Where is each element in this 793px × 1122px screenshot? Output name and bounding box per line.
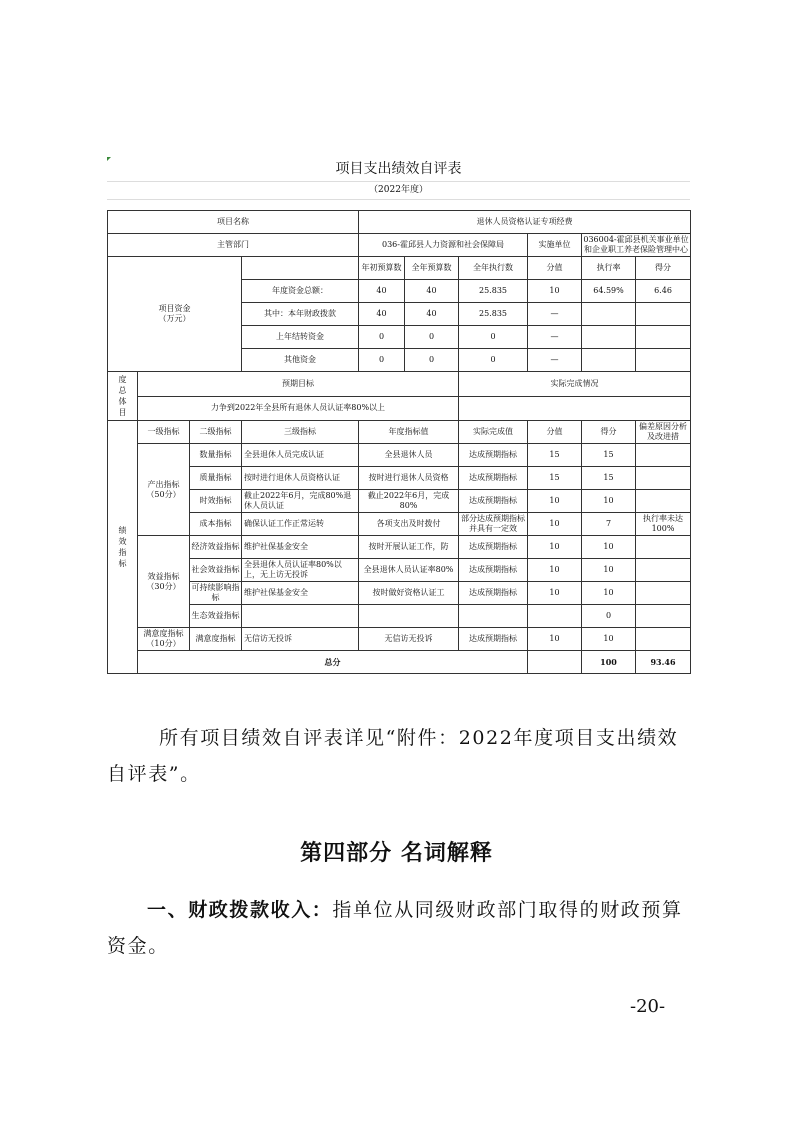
- table-year: （2022年度）: [107, 182, 690, 200]
- score: 15: [528, 444, 582, 467]
- dept-value: 036-霍邱县人力资源和社会保障局: [359, 234, 528, 257]
- score: 10: [528, 582, 582, 605]
- score: 10: [528, 559, 582, 582]
- perf-header: 偏差原因分析及改进措: [636, 421, 691, 444]
- fund-cell: 40: [359, 303, 405, 326]
- goal-header-expected: 预期目标: [138, 372, 459, 397]
- got: 10: [582, 536, 636, 559]
- lvl3: 截止2022年6月，完成80%退休人员认证: [242, 490, 359, 513]
- goal-actual: [459, 396, 691, 421]
- fund-cell: —: [528, 326, 582, 349]
- lvl2: 数量指标: [190, 444, 242, 467]
- fund-cell: 25.835: [459, 303, 528, 326]
- fund-header: 得分: [636, 257, 691, 280]
- perf-label: 绩效指标: [108, 421, 138, 674]
- fund-label: 项目资金（万元）: [108, 257, 242, 372]
- lvl3: 按时进行退休人员资格认证: [242, 467, 359, 490]
- score: 15: [528, 467, 582, 490]
- definition-paragraph: [107, 892, 693, 964]
- fund-header-blank: [242, 257, 359, 280]
- fund-cell: [636, 326, 691, 349]
- lvl2: 可持续影响指标: [190, 582, 242, 605]
- target: [359, 605, 459, 628]
- section-title: 第四部分 名词解释: [300, 840, 493, 866]
- total-got: 93.46: [636, 651, 691, 674]
- total-blank: [528, 651, 582, 674]
- lvl2: 生态效益指标: [190, 605, 242, 628]
- score: 10: [528, 536, 582, 559]
- fund-cell: 40: [405, 303, 459, 326]
- fund-row-label: 年度资金总额：: [242, 280, 359, 303]
- definition-term: 一、财政拨款收入：: [147, 899, 333, 921]
- goal-text: 力争到2022年全县所有退休人员认证率80%以上: [138, 396, 459, 421]
- project-name: 退休人员资格认证专项经费: [359, 211, 691, 234]
- fund-header: 年初预算数: [359, 257, 405, 280]
- lvl3: [242, 605, 359, 628]
- actual: 达成预期指标: [459, 582, 528, 605]
- project-name-label: 项目名称: [108, 211, 359, 234]
- got: 15: [582, 444, 636, 467]
- perf-header: 一级指标: [138, 421, 190, 444]
- note: [636, 536, 691, 559]
- actual: 达成预期指标: [459, 559, 528, 582]
- perf-header: 年度指标值: [359, 421, 459, 444]
- note: [636, 628, 691, 651]
- lvl3: 维护社保基金安全: [242, 582, 359, 605]
- target: 全县退休人员认证率80%: [359, 559, 459, 582]
- actual: 达成预期指标: [459, 444, 528, 467]
- fund-cell: [582, 303, 636, 326]
- target: 全县退休人员: [359, 444, 459, 467]
- cell-marker-icon: [107, 157, 111, 161]
- got: 15: [582, 467, 636, 490]
- perf-header: 三级指标: [242, 421, 359, 444]
- lvl1-output: 产出指标（50分）: [138, 444, 190, 536]
- fund-row-label: 上年结转资金: [242, 326, 359, 349]
- got: 0: [582, 605, 636, 628]
- page-number: -20-: [630, 996, 666, 1017]
- fund-header: 全年预算数: [405, 257, 459, 280]
- note: 执行率未达100%: [636, 513, 691, 536]
- perf-header: 二级指标: [190, 421, 242, 444]
- perf-header: 分值: [528, 421, 582, 444]
- total-label: 总分: [138, 651, 528, 674]
- lvl2: 满意度指标: [190, 628, 242, 651]
- note: [636, 490, 691, 513]
- note: [636, 559, 691, 582]
- target: 按时开展认证工作，防: [359, 536, 459, 559]
- note: [636, 467, 691, 490]
- target: 按时做好资格认证工: [359, 582, 459, 605]
- perf-header: 实际完成值: [459, 421, 528, 444]
- lvl3: 全县退休人员完成认证: [242, 444, 359, 467]
- lvl2: 质量指标: [190, 467, 242, 490]
- fund-row-label: 其中：本年财政拨款: [242, 303, 359, 326]
- fund-cell: [636, 349, 691, 372]
- actual: [459, 605, 528, 628]
- target: 无信访无投诉: [359, 628, 459, 651]
- target: 各项支出及时拨付: [359, 513, 459, 536]
- definition-text: 指单位从同级财政部门取得的财政预算资金。: [107, 899, 683, 957]
- fund-cell: 6.46: [636, 280, 691, 303]
- paragraph-appendix: 所有项目绩效自评表详见“附件：2022年度项目支出绩效自评表”。: [107, 727, 679, 785]
- fund-header: 执行率: [582, 257, 636, 280]
- got: 10: [582, 628, 636, 651]
- lvl1-satisfaction: 满意度指标（10分）: [138, 628, 190, 651]
- dept-label: 主管部门: [108, 234, 359, 257]
- actual: 达成预期指标: [459, 490, 528, 513]
- goal-label: 度总体目: [108, 372, 138, 421]
- target: 按时进行退休人员资格: [359, 467, 459, 490]
- note: [636, 605, 691, 628]
- actual: 达成预期指标: [459, 467, 528, 490]
- fund-cell: —: [528, 349, 582, 372]
- actual: 达成预期指标: [459, 628, 528, 651]
- score: 10: [528, 490, 582, 513]
- lvl2: 成本指标: [190, 513, 242, 536]
- score: 10: [528, 513, 582, 536]
- impl-label: 实施单位: [528, 234, 582, 257]
- lvl2: 经济效益指标: [190, 536, 242, 559]
- fund-cell: 40: [359, 280, 405, 303]
- fund-cell: 0: [359, 349, 405, 372]
- performance-table: [107, 210, 691, 674]
- fund-cell: 0: [405, 349, 459, 372]
- got: 10: [582, 582, 636, 605]
- performance-table-sheet: [107, 157, 690, 674]
- target: 截止2022年6月，完成80%: [359, 490, 459, 513]
- fund-row-label: 其他资金: [242, 349, 359, 372]
- got: 10: [582, 559, 636, 582]
- fund-header: 分值: [528, 257, 582, 280]
- got: 7: [582, 513, 636, 536]
- fund-cell: 0: [459, 349, 528, 372]
- perf-header: 得分: [582, 421, 636, 444]
- lvl1-benefit: 效益指标（30分）: [138, 536, 190, 628]
- fund-cell: 10: [528, 280, 582, 303]
- fund-cell: [582, 349, 636, 372]
- fund-cell: 25.835: [459, 280, 528, 303]
- got: 10: [582, 490, 636, 513]
- lvl2: 社会效益指标: [190, 559, 242, 582]
- score: 10: [528, 628, 582, 651]
- lvl2: 时效指标: [190, 490, 242, 513]
- fund-cell: —: [528, 303, 582, 326]
- note: [636, 444, 691, 467]
- fund-cell: [582, 326, 636, 349]
- score: [528, 605, 582, 628]
- fund-cell: 40: [405, 280, 459, 303]
- fund-cell: 0: [459, 326, 528, 349]
- table-title: 项目支出绩效自评表: [107, 157, 690, 182]
- fund-cell: 0: [359, 326, 405, 349]
- actual: 部分达成预期指标并具有一定效: [459, 513, 528, 536]
- goal-header-actual: 实际完成情况: [459, 372, 691, 397]
- total-score: 100: [582, 651, 636, 674]
- impl-value: 036004-霍邱县机关事业单位和企业职工养老保险管理中心: [582, 234, 691, 257]
- note: [636, 582, 691, 605]
- fund-header: 全年执行数: [459, 257, 528, 280]
- fund-cell: 0: [405, 326, 459, 349]
- lvl3: 维护社保基金安全: [242, 536, 359, 559]
- actual: 达成预期指标: [459, 536, 528, 559]
- fund-cell: 64.59%: [582, 280, 636, 303]
- lvl3: 确保认证工作正常运转: [242, 513, 359, 536]
- lvl3: 无信访无投诉: [242, 628, 359, 651]
- lvl3: 全县退休人员认证率80%以上，无上访无投诉: [242, 559, 359, 582]
- fund-cell: [636, 303, 691, 326]
